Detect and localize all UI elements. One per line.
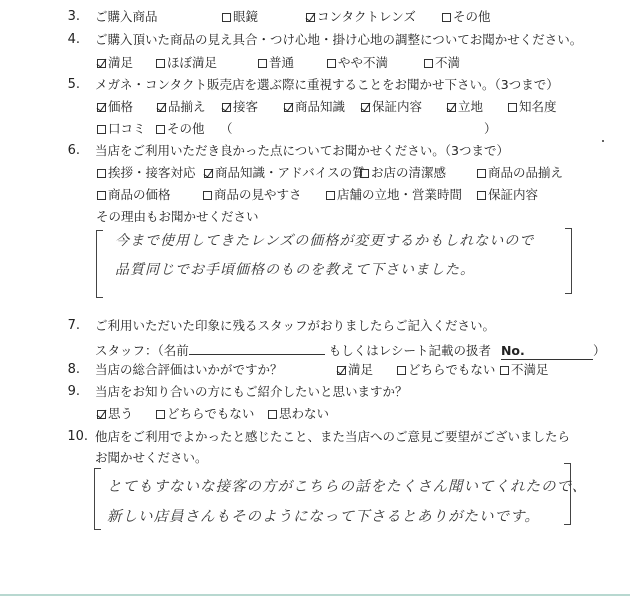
q9-number: 9. — [67, 384, 80, 399]
q4-option-normal[interactable]: 普通 — [258, 55, 294, 71]
checkbox[interactable] — [97, 125, 106, 134]
q6-handwritten-line-2: 品質同じでお手頃価格のものを教えて下さいました。 — [115, 262, 475, 278]
q6-option-greeting[interactable]: 挨拶・接客対応 — [97, 165, 196, 181]
q10-answer-bracket-left — [94, 468, 101, 530]
q7-no-group — [501, 343, 606, 360]
checkbox[interactable] — [442, 13, 451, 22]
checkbox[interactable] — [222, 13, 231, 22]
q5-option-other[interactable]: その他 — [156, 121, 205, 137]
q6-option-visibility[interactable]: 商品の見やすさ — [203, 187, 302, 203]
q8-number: 8. — [67, 362, 80, 377]
q6-option-warranty[interactable]: 保証内容 — [477, 187, 538, 203]
q7-close-paren: ） — [592, 343, 606, 358]
checkbox[interactable] — [500, 366, 509, 375]
checkbox-checked[interactable] — [447, 103, 456, 112]
q9-question: 当店をお知り合いの方にもご紹介したいと思いますか？ — [95, 384, 408, 399]
checkbox-checked[interactable] — [204, 169, 213, 178]
q6-handwritten-line-1: 今まで使用してきたレンズの価格が変更するかもしれないので — [115, 233, 535, 249]
q10-handwritten-line-2: 新しい店員さんもそのようになって下さるとありがたいです。 — [107, 509, 540, 525]
checkbox[interactable] — [258, 59, 267, 68]
checkbox[interactable] — [203, 191, 212, 200]
checkbox[interactable] — [156, 125, 165, 134]
q8-option-satisfied[interactable]: 満足 — [337, 362, 373, 378]
q7-question: ご利用いただいた印象に残るスタッフがおりましたらご記入ください。 — [95, 318, 496, 333]
q3-option-glasses[interactable]: 眼鏡 — [222, 9, 258, 25]
q5-option-warranty[interactable]: 保証内容 — [361, 99, 422, 115]
q6-option-cleanliness[interactable]: お店の清潔感 — [360, 165, 446, 181]
q8-question: 当店の総合評価はいかがですか？ — [95, 362, 283, 377]
checkbox[interactable] — [397, 366, 406, 375]
q10-number: 10. — [67, 429, 88, 444]
q3-number: 3. — [67, 9, 80, 24]
checkbox[interactable] — [156, 59, 165, 68]
q7-number: 7. — [67, 318, 80, 333]
q9-option-no[interactable]: 思わない — [268, 406, 329, 422]
q5-question: メガネ・コンタクト販売店を選ぶ際に重視することをお聞かせ下さい。（3つまで） — [95, 77, 559, 92]
checkbox-checked[interactable] — [157, 103, 166, 112]
checkbox[interactable] — [268, 410, 277, 419]
checkbox-checked[interactable] — [97, 410, 106, 419]
checkbox[interactable] — [508, 103, 517, 112]
q6-reason-prompt: その理由もお聞かせください — [96, 209, 259, 224]
q5-other-open-paren: （ — [220, 121, 233, 136]
q7-receipt-label: もしくはレシート記載の扱者 — [328, 343, 491, 358]
q7-receipt-no-field[interactable] — [501, 343, 593, 360]
q4-option-mostly[interactable]: ほぼ満足 — [156, 55, 217, 71]
checkbox-checked[interactable] — [337, 366, 346, 375]
checkbox[interactable] — [327, 59, 336, 68]
q6-number: 6. — [67, 143, 80, 158]
stray-mark — [602, 140, 604, 142]
checkbox[interactable] — [477, 169, 486, 178]
q4-option-satisfied[interactable]: 満足 — [97, 55, 133, 71]
footer-rule — [0, 594, 630, 596]
q7-staff-name-field[interactable] — [189, 340, 325, 355]
q5-option-knowledge[interactable]: 商品知識 — [284, 99, 345, 115]
q10-question-line-2: お聞かせください。 — [95, 450, 208, 465]
checkbox[interactable] — [156, 410, 165, 419]
checkbox[interactable] — [360, 169, 369, 178]
checkbox[interactable] — [424, 59, 433, 68]
q4-option-slightly-dissatisfied[interactable]: やや不満 — [327, 55, 388, 71]
q9-option-yes[interactable]: 思う — [97, 406, 133, 422]
checkbox[interactable] — [326, 191, 335, 200]
q6-option-price[interactable]: 商品の価格 — [97, 187, 171, 203]
q6-option-advice[interactable]: 商品知識・アドバイスの質 — [204, 165, 365, 181]
checkbox-checked[interactable] — [97, 103, 106, 112]
q3-option-other[interactable]: その他 — [442, 9, 491, 25]
q5-number: 5. — [67, 77, 80, 92]
q6-answer-bracket-right — [565, 228, 572, 294]
checkbox-checked[interactable] — [361, 103, 370, 112]
checkbox-checked[interactable] — [222, 103, 231, 112]
q9-option-neutral[interactable]: どちらでもない — [156, 406, 254, 422]
q6-question: 当店をご利用いただき良かった点についてお聞かせください。（3つまで） — [95, 143, 509, 158]
q5-option-fame[interactable]: 知名度 — [508, 99, 557, 115]
checkbox[interactable] — [477, 191, 486, 200]
q4-question: ご購入頂いた商品の見え具合・つけ心地・掛け心地の調整についてお聞かせください。 — [95, 32, 583, 47]
q3-question: ご購入商品 — [95, 9, 158, 24]
q7-staff-row — [95, 340, 605, 360]
checkbox-checked[interactable] — [306, 13, 315, 22]
q6-answer-bracket-left — [96, 230, 103, 298]
q5-option-selection[interactable]: 品揃え — [157, 99, 206, 115]
q7-no-label: No. — [500, 343, 525, 358]
q3-option-contacts[interactable]: コンタクトレンズ — [306, 9, 416, 25]
q10-question-line-1: 他店をご利用でよかったと感じたこと、また当店へのご意見ご要望がございましたら — [95, 429, 571, 444]
checkbox-checked[interactable] — [284, 103, 293, 112]
q4-option-dissatisfied[interactable]: 不満 — [424, 55, 460, 71]
q8-option-neutral[interactable]: どちらでもない — [397, 362, 495, 378]
q6-option-selection[interactable]: 商品の品揃え — [477, 165, 563, 181]
q5-option-location[interactable]: 立地 — [447, 99, 483, 115]
q5-option-service[interactable]: 接客 — [222, 99, 258, 115]
q5-option-price[interactable]: 価格 — [97, 99, 133, 115]
q5-other-close-paren: ） — [484, 121, 497, 136]
checkbox-checked[interactable] — [97, 59, 106, 68]
q10-handwritten-line-1: とてもすないな接客の方がこちらの話をたくさん聞いてくれたので、 — [107, 479, 588, 495]
q6-option-location-hours[interactable]: 店舗の立地・営業時間 — [326, 187, 462, 203]
checkbox[interactable] — [97, 191, 106, 200]
q7-staff-label: スタッフ：（名前 — [95, 343, 189, 358]
q4-number: 4. — [67, 32, 80, 47]
checkbox[interactable] — [97, 169, 106, 178]
q5-option-reviews[interactable]: 口コミ — [97, 121, 146, 137]
q8-option-dissatisfied[interactable]: 不満足 — [500, 362, 549, 378]
